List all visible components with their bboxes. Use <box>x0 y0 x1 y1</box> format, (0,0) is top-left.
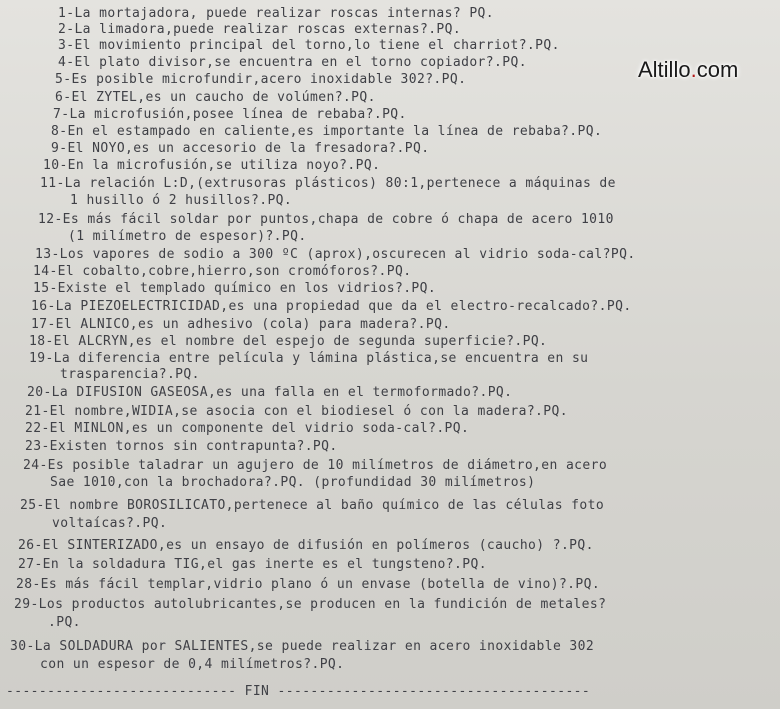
question-3: 3-El movimiento principal del torno,lo tiene el charriot?.PQ. <box>58 38 560 53</box>
question-19: 19-La diferencia entre película y lámina plástica,se encuentra en su <box>29 351 589 366</box>
question-6: 6-El ZYTEL,es un caucho de volúmen?.PQ. <box>55 90 376 105</box>
question-16: 16-La PIEZOELECTRICIDAD,es una propiedad que da el electro-recalcado?.PQ. <box>31 299 632 314</box>
question-29-cont: .PQ. <box>48 615 81 630</box>
question-11-cont: 1 husillo ó 2 husillos?.PQ. <box>70 193 293 208</box>
question-4: 4-El plato divisor,se encuentra en el torno copiador?.PQ. <box>58 55 527 70</box>
divider-dashes-left: ---------------------------- <box>6 684 237 699</box>
watermark-text-before: Altillo <box>638 57 691 82</box>
question-26: 26-El SINTERIZADO,es un ensayo de difusión en polímeros (caucho) ?.PQ. <box>18 538 594 553</box>
question-10: 10-En la microfusión,se utiliza noyo?.PQ. <box>43 158 381 173</box>
question-12-cont: (1 milímetro de espesor)?.PQ. <box>68 229 307 244</box>
question-15: 15-Existe el templado químico en los vidrios?.PQ. <box>33 281 437 296</box>
question-22: 22-El MINLON,es un componente del vidrio soda-cal?.PQ. <box>25 421 470 436</box>
question-28: 28-Es más fácil templar,vidrio plano ó un envase (botella de vino)?.PQ. <box>16 577 601 592</box>
question-17: 17-El ALNICO,es un adhesivo (cola) para madera?.PQ. <box>31 317 451 332</box>
question-13: 13-Los vapores de sodio a 300 ºC (aprox),oscurecen al vidrio soda-cal?PQ. <box>35 247 636 262</box>
question-14: 14-El cobalto,cobre,hierro,son cromóforos?.PQ. <box>33 264 412 279</box>
question-29: 29-Los productos autolubricantes,se producen en la fundición de metales? <box>14 597 607 612</box>
question-2: 2-La limadora,puede realizar roscas externas?.PQ. <box>58 22 462 37</box>
question-7: 7-La microfusión,posee línea de rebaba?.PQ. <box>53 107 407 122</box>
question-25: 25-El nombre BOROSILICATO,pertenece al baño químico de las células foto <box>20 498 605 513</box>
question-20: 20-La DIFUSION GASEOSA,es una falla en el termoformado?.PQ. <box>27 385 513 400</box>
question-30: 30-La SOLDADURA por SALIENTES,se puede realizar en acero inoxidable 302 <box>10 639 595 654</box>
question-5: 5-Es posible microfundir,acero inoxidable 302?.PQ. <box>55 72 467 87</box>
question-12: 12-Es más fácil soldar por puntos,chapa de cobre ó chapa de acero 1010 <box>38 212 614 227</box>
fin-label: FIN <box>244 684 270 699</box>
question-23: 23-Existen tornos sin contrapunta?.PQ. <box>25 439 338 454</box>
end-divider <box>6 684 590 700</box>
question-11: 11-La relación L:D,(extrusoras plásticos) 80:1,pertenece a máquinas de <box>40 176 616 191</box>
question-24-cont: Sae 1010,con la brochadora?.PQ. (profundidad 30 milímetros) <box>50 475 536 490</box>
divider-dashes-right: -------------------------------------- <box>277 684 591 699</box>
watermark-dot: . <box>690 57 697 82</box>
question-25-cont: voltaícas?.PQ. <box>52 516 168 531</box>
question-8: 8-En el estampado en caliente,es importante la línea de rebaba?.PQ. <box>51 124 603 139</box>
altillo-watermark-logo <box>638 57 738 83</box>
question-1: 1-La mortajadora, puede realizar roscas internas? PQ. <box>58 6 495 21</box>
question-30-cont: con un espesor de 0,4 milímetros?.PQ. <box>40 657 345 672</box>
question-24: 24-Es posible taladrar un agujero de 10 milímetros de diámetro,en acero <box>23 458 608 473</box>
question-19-cont: trasparencia?.PQ. <box>60 367 200 382</box>
question-21: 21-El nombre,WIDIA,se asocia con el biodiesel ó con la madera?.PQ. <box>25 404 568 419</box>
watermark-text-after: com <box>696 57 739 82</box>
question-9: 9-El NOYO,es un accesorio de la fresadora?.PQ. <box>51 141 430 156</box>
question-18: 18-El ALCRYN,es el nombre del espejo de segunda superficie?.PQ. <box>29 334 548 349</box>
question-27: 27-En la soldadura TIG,el gas inerte es el tungsteno?.PQ. <box>18 557 487 572</box>
